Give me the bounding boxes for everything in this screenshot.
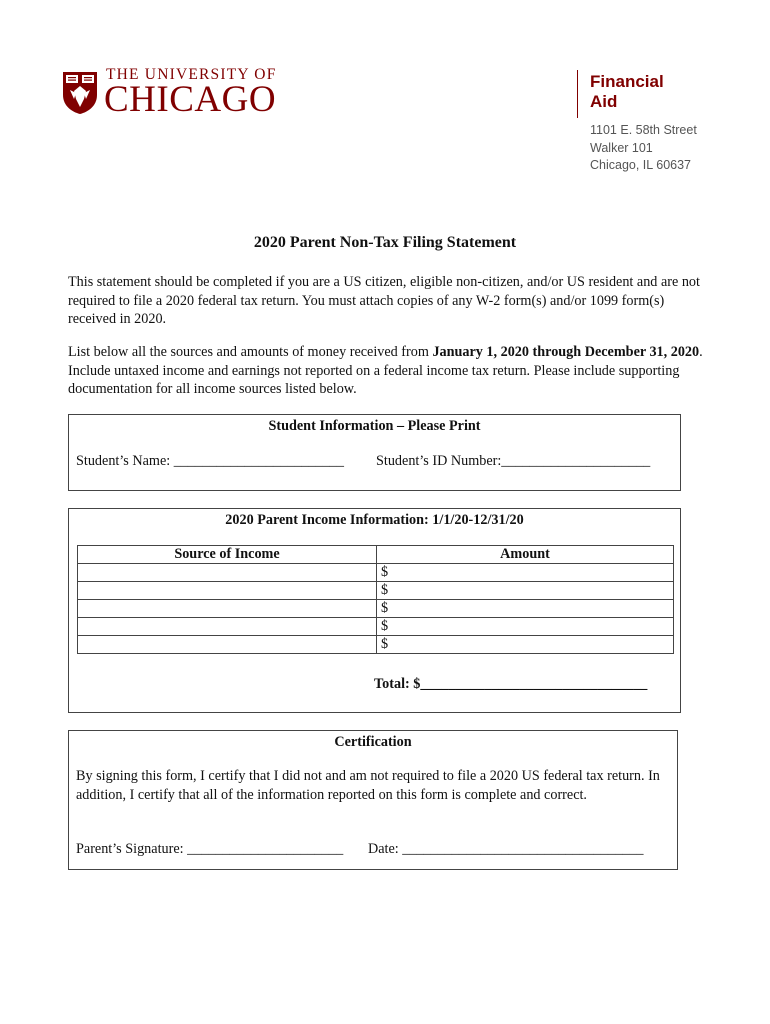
date-range-emphasis: January 1, 2020 through December 31, 2020 — [432, 344, 700, 360]
certification-section — [68, 730, 678, 870]
department-name — [590, 72, 664, 112]
income-source-cell[interactable] — [78, 582, 377, 600]
instructions-paragraph-1: This statement should be completed if you are a US citizen, eligible non-citizen, and/or US resident and are not required to file a 2020 federal tax return. You must attach copies of any W-2 form(s) and/or 1099 form(s) received in 2020. — [68, 274, 700, 327]
instructions-paragraph-2 — [68, 343, 708, 399]
header-divider — [577, 70, 578, 118]
income-source-cell[interactable] — [78, 564, 377, 582]
income-source-cell[interactable] — [78, 618, 377, 636]
department-address — [590, 122, 697, 175]
parent-signature-field[interactable]: Parent’s Signature: ______________________ — [76, 841, 344, 857]
student-information-heading: Student Information – Please Print — [268, 418, 481, 434]
university-shield-logo — [62, 71, 98, 115]
university-name-line1: THE UNIVERSITY OF — [106, 66, 277, 83]
table-row — [78, 618, 674, 636]
department-name-line1: Financial — [590, 72, 664, 91]
student-information-section — [68, 414, 681, 491]
income-source-cell[interactable] — [78, 600, 377, 618]
income-amount-cell[interactable]: $ — [377, 564, 674, 582]
income-table — [77, 545, 674, 654]
income-total-field[interactable]: Total: $________________________________ — [374, 676, 648, 692]
income-amount-cell[interactable]: $ — [377, 582, 674, 600]
table-row — [78, 564, 674, 582]
address-line1: 1101 E. 58th Street — [590, 123, 697, 137]
income-amount-cell[interactable]: $ — [377, 636, 674, 654]
table-row — [78, 600, 674, 618]
parent-income-heading: 2020 Parent Income Information: 1/1/20-12/31/20 — [225, 512, 524, 528]
table-row — [78, 636, 674, 654]
student-name-field[interactable]: Student’s Name: ________________________ — [76, 453, 344, 469]
income-source-cell[interactable] — [78, 636, 377, 654]
amount-header: Amount — [377, 546, 674, 564]
document-title: 2020 Parent Non-Tax Filing Statement — [253, 234, 517, 251]
income-table-header-row — [78, 546, 674, 564]
certification-heading: Certification — [334, 734, 412, 750]
student-id-field[interactable]: Student’s ID Number:_____________________ — [376, 453, 651, 469]
table-row — [78, 582, 674, 600]
address-line3: Chicago, IL 60637 — [590, 158, 692, 172]
department-name-line2: Aid — [590, 92, 618, 111]
paragraph2-text-after: . Include untaxed income and earnings not reported on a federal income tax return. Please include supporting documentation for all income sources listed below. — [68, 344, 703, 397]
certification-statement: By signing this form, I certify that I did not and am not required to file a 2020 US federal tax return. In addition, I certify that all of the information reported on this form is complete and correct. — [76, 768, 660, 803]
university-name-line2: CHICAGO — [104, 79, 277, 120]
income-amount-cell[interactable]: $ — [377, 618, 674, 636]
source-of-income-header: Source of Income — [78, 546, 377, 564]
income-amount-cell[interactable]: $ — [377, 600, 674, 618]
address-line2: Walker 101 — [590, 140, 653, 155]
paragraph2-text-before: List below all the sources and amounts of money received from — [68, 344, 433, 360]
parent-income-section — [68, 508, 681, 713]
date-field[interactable]: Date: __________________________________ — [368, 841, 644, 857]
